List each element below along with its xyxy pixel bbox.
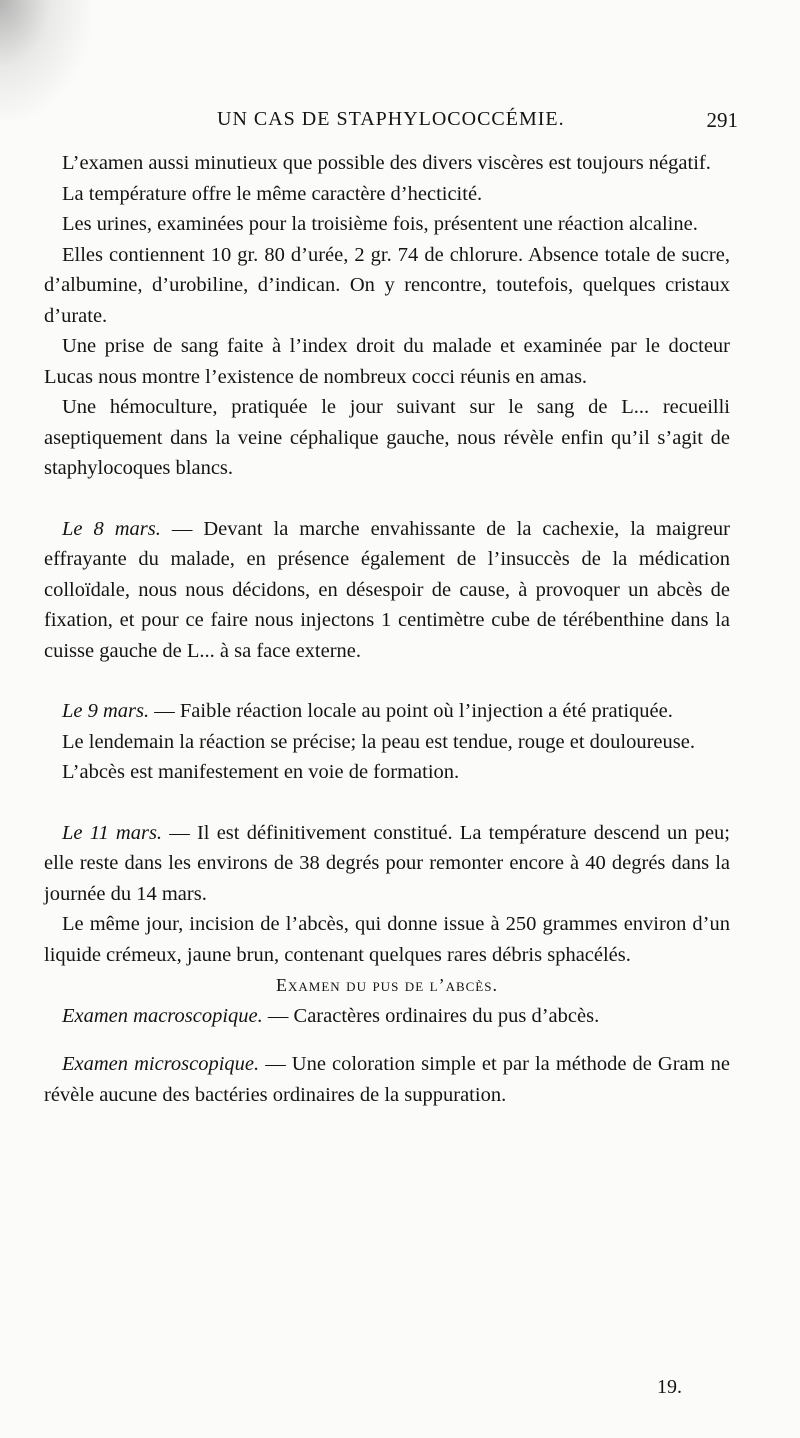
- spacer: [44, 1031, 730, 1049]
- entry-text: — Devant la marche envahissante de la cachexie, la maigreur effrayante du malade, en présence également de l’insuccès de la médication colloïdale, nous nous décidons, en désespoir de cause, à provoquer un abcès de fixation, et pour ce faire nous injectons 1 centimètre cube de térébenthine dans la cuisse gauche de L... à sa face externe.: [44, 517, 730, 662]
- running-title: UN CAS DE STAPHYLOCOCCÉMIE.: [217, 108, 565, 130]
- page-number: 291: [706, 108, 738, 132]
- paragraph: Elles contiennent 10 gr. 80 d’urée, 2 gr. 74 de chlorure. Absence totale de sucre, d’albumine, d’urobiline, d’indican. On y rencontre, toutefois, quelques cristaux d’urate.: [44, 243, 730, 327]
- dated-entry: [44, 514, 730, 667]
- paragraph: Les urines, examinées pour la troisième fois, présentent une réaction alcaline.: [62, 213, 698, 235]
- labeled-entry: [44, 1049, 730, 1110]
- spacer: [44, 666, 730, 696]
- paragraph: La température offre le même caractère d’hecticité.: [62, 182, 483, 205]
- section-heading: Examen du pus de l’abcès.: [276, 975, 498, 995]
- paragraph: L’abcès est manifestement en voie de formation.: [62, 761, 460, 783]
- paragraph: Une prise de sang faite à l’index droit du malade et examinée par le docteur Lucas nous montre l’existence de nombreux cocci réunis en amas.: [44, 335, 730, 388]
- entry-label: Examen microscopique.: [62, 1053, 260, 1075]
- entry-text: — Il est définitivement constitué. La température descend un peu; elle reste dans les environs de 38 degrés pour remonter encore à 40 degrés dans la journée du 14 mars.: [44, 821, 730, 905]
- entry-date: Le 11 mars.: [62, 821, 163, 844]
- dated-entry: [44, 818, 730, 910]
- entry-date: Le 8 mars.: [62, 517, 161, 540]
- labeled-entry: [44, 1001, 730, 1032]
- body-text: [44, 148, 730, 1110]
- dated-entry: [44, 696, 730, 727]
- spacer: [44, 484, 730, 514]
- entry-label: Examen macroscopique.: [62, 1004, 263, 1027]
- paragraph: Une hémoculture, pratiquée le jour suivant sur le sang de L... recueilli aseptiquement dans la veine céphalique gauche, nous révèle enfin qu’il s’agit de staphylocoques blancs.: [44, 396, 730, 479]
- spacer: [44, 788, 730, 818]
- paragraph: L’examen aussi minutieux que possible des divers viscères est toujours négatif.: [62, 152, 711, 174]
- paragraph: Le lendemain la réaction se précise; la peau est tendue, rouge et douloureuse.: [62, 730, 695, 753]
- entry-text: — Caractères ordinaires du pus d’abcès.: [262, 1004, 600, 1027]
- page-header: [62, 108, 738, 138]
- entry-text: — Une coloration simple et par la méthode de Gram ne révèle aucune des bactéries ordinaires de la suppuration.: [44, 1053, 730, 1106]
- paragraph: Le même jour, incision de l’abcès, qui donne issue à 250 grammes environ d’un liquide crémeux, jaune brun, contenant quelques rares débris sphacélés.: [44, 913, 730, 966]
- scan-corner-shadow: [0, 0, 90, 120]
- entry-text: — Faible réaction locale au point où l’injection a été pratiquée.: [149, 700, 673, 722]
- entry-date: Le 9 mars.: [62, 700, 150, 722]
- signature-folio: 19.: [657, 1376, 682, 1398]
